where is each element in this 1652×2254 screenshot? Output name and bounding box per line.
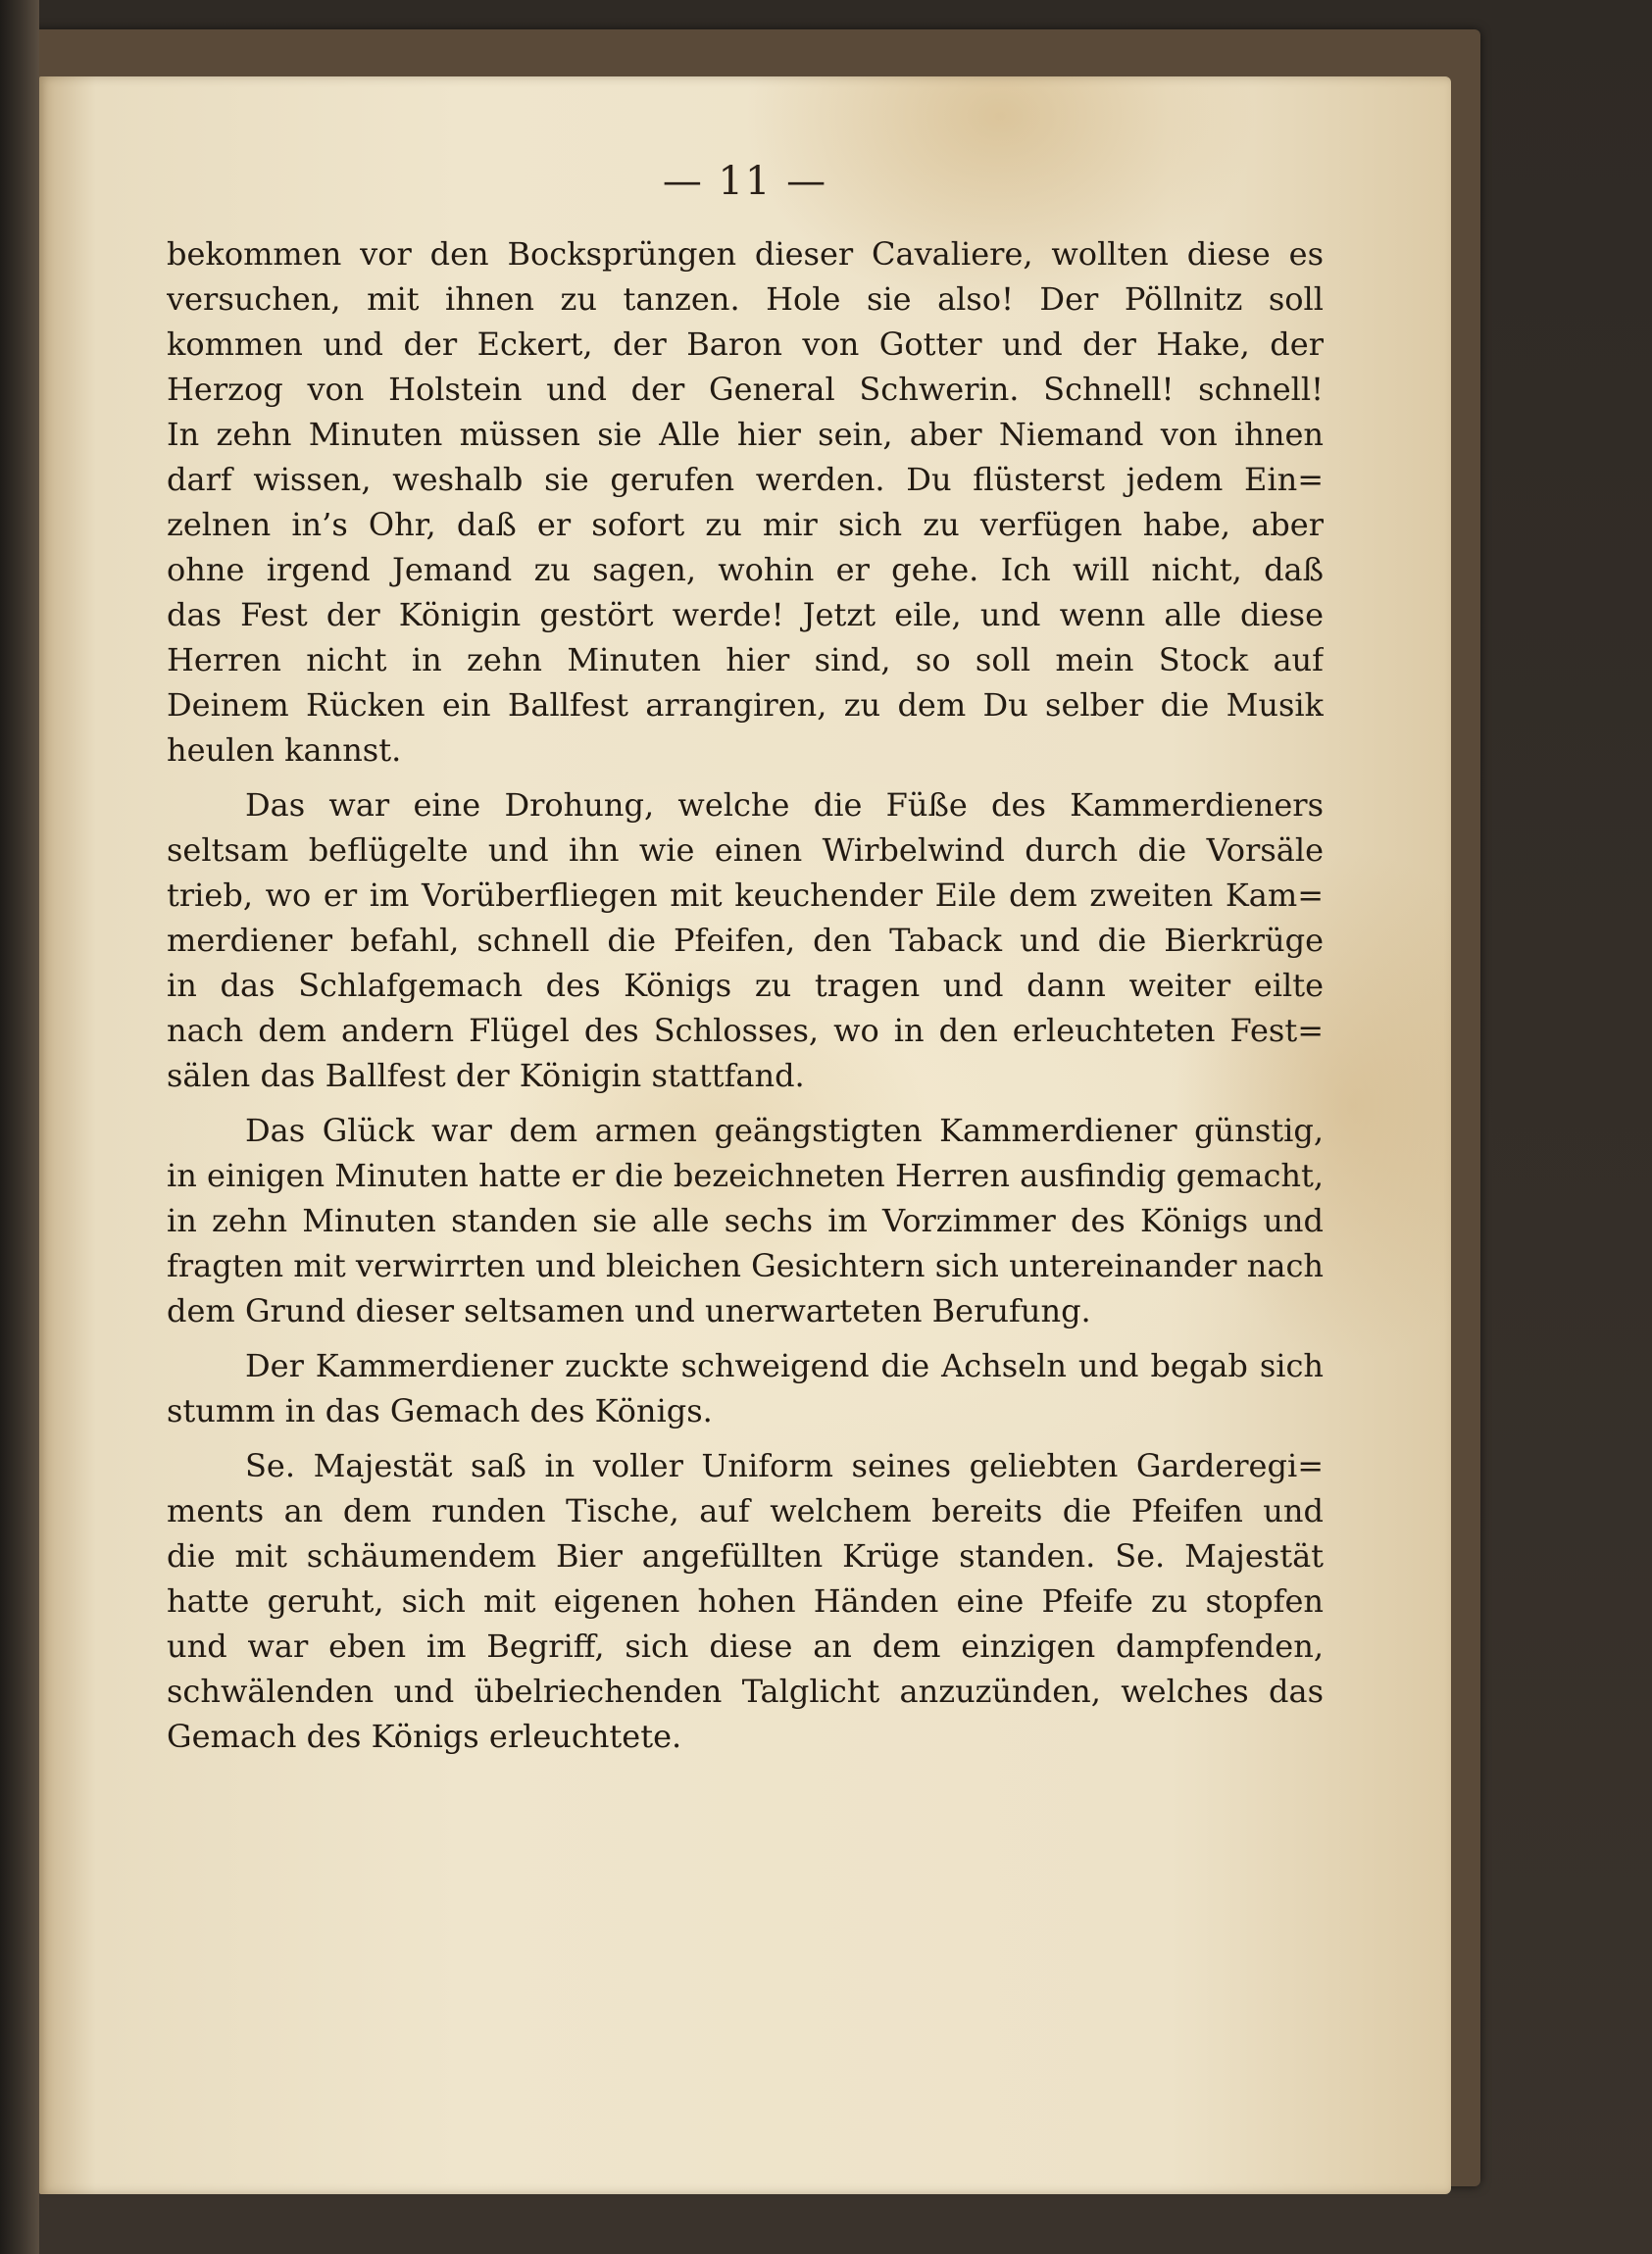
text-line: fragten mit verwirrten und bleichen Gesichtern sich untereinander nach bbox=[167, 1247, 1324, 1284]
text-line: darf wissen, weshalb sie gerufen werden. Du flüsterst jedem Ein= bbox=[167, 461, 1324, 498]
text-line: Gemach des Königs erleuchtete. bbox=[167, 1718, 682, 1755]
text-line: hatte geruht, sich mit eigenen hohen Händen eine Pfeife zu stopfen bbox=[167, 1582, 1324, 1620]
text-line: Herzog von Holstein und der General Schwerin. Schnell! schnell! bbox=[167, 371, 1324, 408]
text-line: sälen das Ballfest der Königin stattfand. bbox=[167, 1057, 805, 1094]
text-line: in zehn Minuten standen sie alle sechs im Vorzimmer des Königs und bbox=[167, 1202, 1324, 1239]
paragraph bbox=[167, 782, 1324, 1098]
text-line: seltsam beflügelte und ihn wie einen Wirbelwind durch die Vorsäle bbox=[167, 831, 1324, 869]
text-line: heulen kannst. bbox=[167, 731, 402, 769]
text-line: In zehn Minuten müssen sie Alle hier sein, aber Niemand von ihnen bbox=[167, 416, 1324, 453]
text-line: in das Schlafgemach des Königs zu tragen und dann weiter eilte bbox=[167, 967, 1324, 1004]
text-line: schwälenden und übelriechenden Talglicht anzuzünden, welches das bbox=[167, 1673, 1324, 1710]
paragraph bbox=[167, 1443, 1324, 1759]
text-line: und war eben im Begriff, sich diese an dem einzigen dampfenden, bbox=[167, 1628, 1324, 1665]
text-line: Deinem Rücken ein Ballfest arrangiren, zu dem Du selber die Musik bbox=[167, 686, 1324, 724]
book-binding bbox=[0, 0, 39, 2254]
text-line: dem Grund dieser seltsamen und unerwarteten Berufung. bbox=[167, 1292, 1091, 1329]
text-line: Der Kammerdiener zuckte schweigend die Achseln und begab sich bbox=[245, 1347, 1324, 1384]
text-line: zelnen in’s Ohr, daß er sofort zu mir sich zu verfügen habe, aber bbox=[167, 506, 1324, 543]
page-sheet bbox=[39, 76, 1451, 2194]
text-line: in einigen Minuten hatte er die bezeichneten Herren ausfindig gemacht, bbox=[167, 1157, 1324, 1194]
text-line: Das Glück war dem armen geängstigten Kammerdiener günstig, bbox=[245, 1112, 1324, 1149]
text-line: stumm in das Gemach des Königs. bbox=[167, 1392, 713, 1429]
text-line: versuchen, mit ihnen zu tanzen. Hole sie also! Der Pöllnitz soll bbox=[167, 280, 1324, 318]
text-line: Das war eine Drohung, welche die Füße des Kammerdieners bbox=[245, 786, 1324, 824]
text-line: ments an dem runden Tische, auf welchem bereits die Pfeifen und bbox=[167, 1492, 1324, 1529]
paragraph bbox=[167, 1108, 1324, 1333]
text-line: das Fest der Königin gestört werde! Jetzt eile, und wenn alle diese bbox=[167, 596, 1324, 633]
text-line: Se. Majestät saß in voller Uniform seines geliebten Garderegi= bbox=[245, 1447, 1324, 1484]
page-number: — 11 — bbox=[662, 159, 828, 204]
text-line: bekommen vor den Bocksprüngen dieser Cavaliere, wollten diese es bbox=[167, 235, 1324, 273]
text-line: trieb, wo er im Vorüberfliegen mit keuchender Eile dem zweiten Kam= bbox=[167, 877, 1324, 914]
body-text bbox=[167, 231, 1324, 1759]
paragraph bbox=[167, 1343, 1324, 1433]
text-line: nach dem andern Flügel des Schlosses, wo in den erleuchteten Fest= bbox=[167, 1012, 1324, 1049]
text-line: die mit schäumendem Bier angefüllten Krüge standen. Se. Majestät bbox=[167, 1537, 1324, 1575]
text-line: kommen und der Eckert, der Baron von Gotter und der Hake, der bbox=[167, 326, 1324, 363]
text-line: ohne irgend Jemand zu sagen, wohin er gehe. Ich will nicht, daß bbox=[167, 551, 1324, 588]
text-line: Herren nicht in zehn Minuten hier sind, so soll mein Stock auf bbox=[167, 641, 1324, 678]
text-line: merdiener befahl, schnell die Pfeifen, den Taback und die Bierkrüge bbox=[167, 922, 1324, 959]
paragraph bbox=[167, 231, 1324, 773]
